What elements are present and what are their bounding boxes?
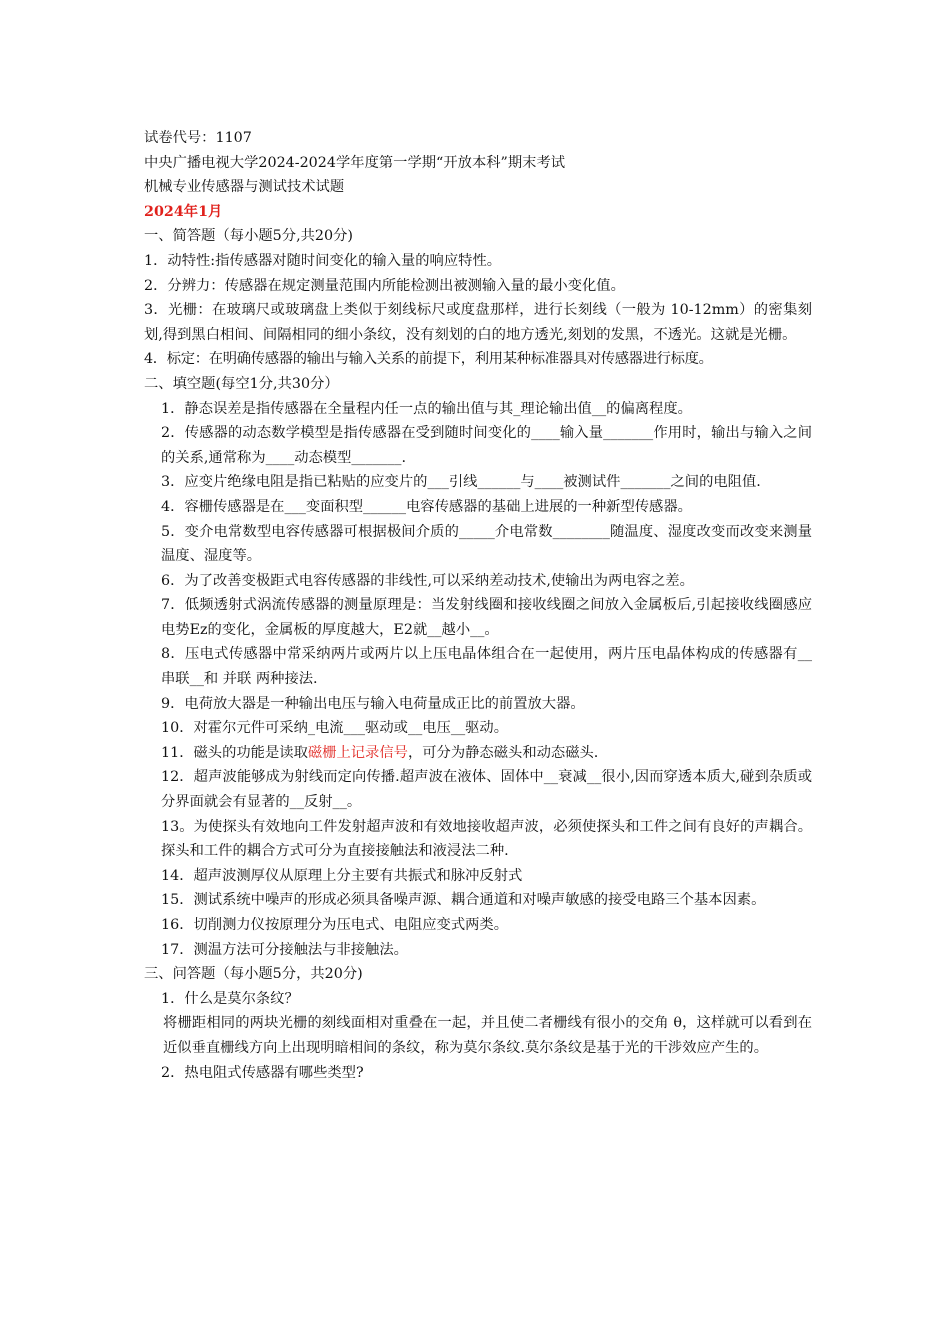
section2-item-6: 6．为了改善变极距式电容传感器的非线性,可以采纳差动技术,使输出为两电容之差。 [161,572,694,589]
section3-question-1: 1．什么是莫尔条纹？ [161,990,299,1007]
item11-prefix: 11．磁头的功能是读取 [161,744,308,761]
section2-item-15: 15．测试系统中噪声的形成必须具备噪声源、耦合通道和对噪声敏感的接受电路三个基本因素。 [161,892,766,909]
section2-item-17: 17．测温方法可分接触法与非接触法。 [161,941,408,958]
exam-code: 试卷代号：1107 [144,130,252,146]
section1-item-3: 3．光栅：在玻璃尺或玻璃盘上类似于刻线标尺或度盘那样，进行长刻线（一般为 10-12mm）的密集刻划,得到黑白相间、间隔相同的细小条纹，没有刻划的白的地方透光,刻划的发黑，不透光。这就是光栅。 [144,302,812,343]
section1-item-2: 2．分辨力：传感器在规定测量范围内所能检测出被测输入量的最小变化值。 [144,277,625,294]
section2-item-9: 9．电荷放大器是一种输出电压与输入电荷量成正比的前置放大器。 [161,695,585,712]
section2-item-1: 1．静态误差是指传感器在全量程内任一点的输出值与其_理论输出值__的偏离程度。 [161,400,692,417]
section2-item-7: 7．低频透射式涡流传感器的测量原理是：当发射线圈和接收线圈之间放入金属板后,引起接收线圈感应电势Ez的变化，金属板的厚度越大，E2就__越小__。 [161,597,812,638]
section3-question-2: 2．热电阻式传感器有哪些类型? [161,1064,364,1081]
exam-school-title: 中央广播电视大学2024-2024学年度第一学期“开放本科”期末考试 [144,154,566,171]
exam-subject: 机械专业传感器与测试技术试题 [144,179,345,196]
section1-item-4: 4．标定：在明确传感器的输出与输入关系的前提下，利用某种标准器具对传感器进行标度。 [144,351,713,368]
section3-title: 三、问答题（每小题5分，共20分) [144,966,363,983]
item11-suffix: ，可分为静态磁头和动态磁头. [407,744,599,761]
section2-item-5: 5．变介电常数型电容传感器可根据极间介质的_____介电常数________随温度、湿度改变而改变来测量温度、湿度等。 [161,523,812,565]
section2-item-4: 4．容栅传感器是在___变面积型______电容传感器的基础上进展的一种新型传感器。 [161,498,692,515]
section2-item-8: 8．压电式传感器中常采纳两片或两片以上压电晶体组合在一起使用，两片压电晶体构成的传感器有__串联__和 并联 两种接法. [161,646,812,688]
section2-item-12: 12．超声波能够成为射线而定向传播.超声波在液体、固体中__衰减__很小,因而穿透本质大,碰到杂质或分界面就会有显著的__反射__。 [161,769,812,811]
section2-item-13: 13。为使探头有效地向工件发射超声波和有效地接收超声波，必须使探头和工件之间有良好的声耦合。探头和工件的耦合方式可分为直接接触法和液浸法二种. [161,818,812,860]
section1-title: 一、简答题（每小题5分,共20分) [144,228,353,245]
section2-item-16: 16．切削测力仪按原理分为压电式、电阻应变式两类。 [161,917,509,933]
item11-highlight: 磁栅上记录信号 [307,744,408,761]
section1-item-1: 1．动特性:指传感器对随时间变化的输入量的响应特性。 [144,252,502,269]
section2-title: 二、填空题(每空1分,共30分） [144,375,339,392]
exam-date: 2024年1月 [144,203,223,220]
section2-item-14: 14．超声波测厚仪从原理上分主要有共振式和脉冲反射式 [161,867,523,884]
section2-item-10: 10．对霍尔元件可采纳_电流___驱动或__电压__驱动。 [161,720,509,737]
section2-item-11 [144,741,812,766]
section2-item-2: 2．传感器的动态数学模型是指传感器在受到随时间变化的____输入量_______作用时，输出与输入之间的关系,通常称为____动态模型_______. [161,425,812,466]
document-body [144,126,812,1085]
section3-answer-1: 将栅距相同的两块光栅的刻线面相对重叠在一起，并且使二者栅线有很小的交角 θ，这样就可以看到在近似垂直栅线方向上出现明暗相间的条纹，称为莫尔条纹.莫尔条纹是基于光的干涉效应产生的。 [163,1015,812,1056]
section2-item-3: 3．应变片绝缘电阻是指已粘贴的应变片的___引线______与____被测试件_______之间的电阻值. [161,474,761,491]
